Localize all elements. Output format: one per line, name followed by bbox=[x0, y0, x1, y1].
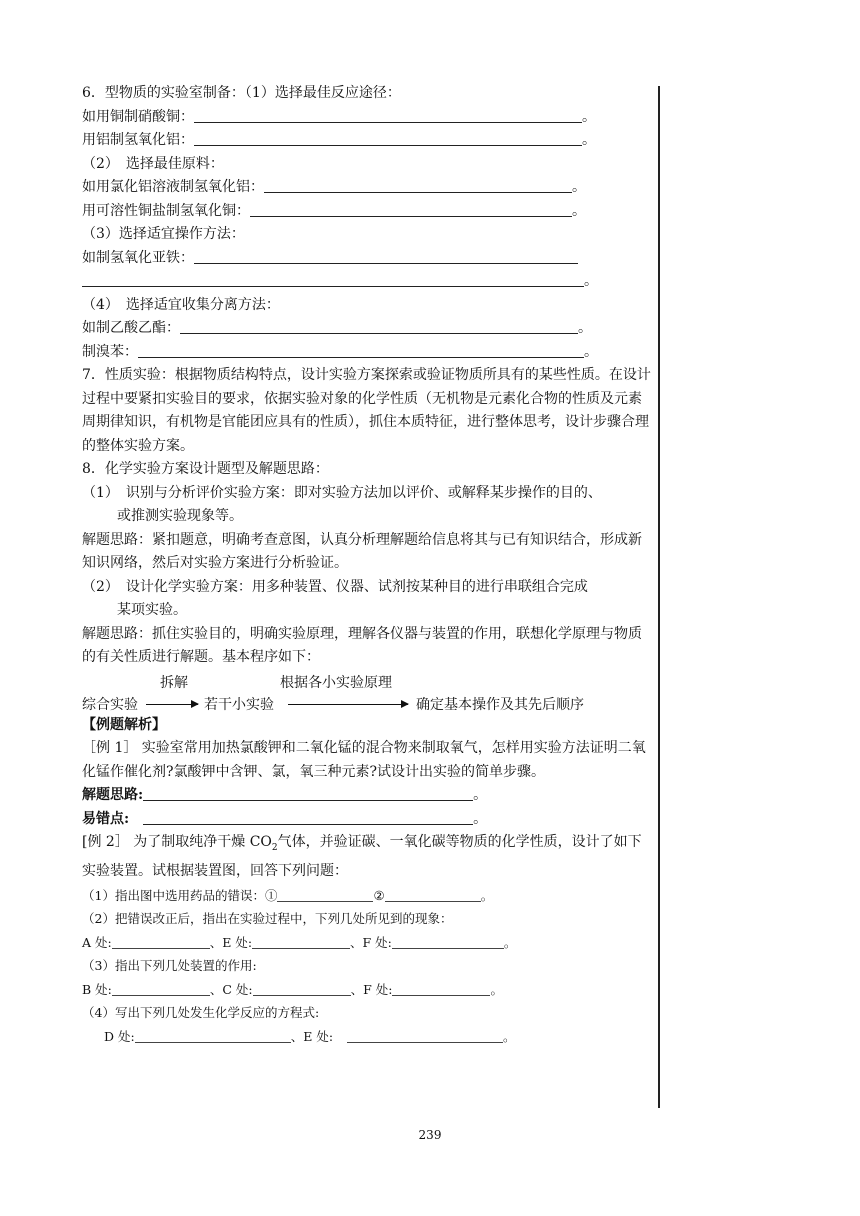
label: 、F 处: bbox=[350, 934, 392, 950]
q4: （4）写出下列几处发生化学反应的方程式: bbox=[82, 1005, 320, 1021]
answer-blank[interactable] bbox=[392, 932, 504, 949]
period: 。 bbox=[473, 810, 488, 827]
s6-subheading-3: （3）选择适宜操作方法： bbox=[82, 226, 245, 242]
label: A 处: bbox=[82, 934, 112, 950]
flow-node-result: 确定基本操作及其先后顺序 bbox=[416, 696, 584, 713]
period: 。 bbox=[584, 273, 598, 289]
label: 、E 处: bbox=[209, 934, 253, 950]
answer-blank[interactable] bbox=[194, 247, 578, 264]
flow-arrow-2 bbox=[288, 704, 408, 705]
period: 。 bbox=[490, 981, 503, 997]
s8-item-1a: （1） 识别与分析评价实验方案：即对实验方法加以评价、或解释某步操作的目的、 bbox=[82, 484, 602, 501]
label: 易错点: bbox=[82, 810, 130, 827]
q1 bbox=[82, 884, 652, 908]
s6-line-7 bbox=[82, 341, 652, 365]
label: 如制乙酸乙酯： bbox=[82, 320, 180, 336]
answer-blank[interactable] bbox=[194, 106, 582, 123]
q2-answers bbox=[82, 931, 652, 955]
flow-label-principle: 根据各小实验原理 bbox=[280, 674, 392, 691]
example-1-thinking bbox=[82, 784, 652, 808]
s6-line-3 bbox=[82, 176, 652, 200]
period: 。 bbox=[473, 787, 488, 803]
s6-subheading-2: （2） 选择最佳原料： bbox=[82, 155, 224, 172]
s6-line-6 bbox=[82, 317, 652, 341]
label: B 处: bbox=[82, 981, 112, 997]
s6-heading: 6．型物质的实验室制备：（1）选择最佳反应途径： bbox=[82, 85, 401, 101]
ex2-text-b: 气体，并验证碳、一氧化碳等物质的化学性质，设计了如下实验装置。试根据装置图，回答下列问题： bbox=[82, 834, 642, 880]
label: 、C 处: bbox=[209, 981, 253, 997]
s8-item-2a: （2） 设计化学实验方案：用多种装置、仪器、试剂按某种目的进行串联组合完成 bbox=[82, 578, 588, 595]
label: 、F 处: bbox=[350, 981, 393, 997]
period: 。 bbox=[578, 320, 592, 336]
label: 如用铜制硝酸铜： bbox=[82, 108, 194, 125]
label: ② bbox=[373, 887, 385, 903]
answer-blank[interactable] bbox=[194, 129, 582, 146]
example-1: ［例 1］ 实验室常用加热氯酸钾和二氧化锰的混合物来制取氧气，怎样用实验方法证明二氧化锰作催化剂?氯酸钾中含钾、氯，氧三种元素?试设计出实验的简单步骤。 bbox=[82, 740, 646, 780]
label: 用可溶性铜盐制氢氧化铜： bbox=[82, 202, 250, 219]
ex2-subscript: 2 bbox=[271, 842, 278, 853]
answer-blank[interactable] bbox=[82, 270, 584, 287]
answer-blank[interactable] bbox=[252, 932, 350, 949]
q4-answers bbox=[82, 1025, 652, 1049]
label: 解题思路: bbox=[82, 787, 144, 803]
example-2 bbox=[82, 831, 652, 884]
s8-heading: 8．化学实验方案设计题型及解题思路： bbox=[82, 461, 329, 477]
answer-blank[interactable] bbox=[253, 979, 351, 996]
q2: （2）把错误改正后，指出在实验过程中，下列几处所见到的现象： bbox=[82, 911, 453, 927]
s6-line-4 bbox=[82, 200, 652, 224]
answer-blank[interactable] bbox=[385, 885, 481, 902]
answer-blank[interactable] bbox=[112, 932, 210, 949]
period: 。 bbox=[572, 179, 586, 195]
period: 。 bbox=[582, 108, 596, 125]
s6-line-5b bbox=[82, 270, 652, 294]
flow-node-sub-experiments: 若干小实验 bbox=[204, 696, 274, 713]
s8-item-1b: 或推测实验现象等。 bbox=[117, 508, 243, 524]
s7-paragraph: 7．性质实验：根据物质结构特点，设计实验方案探索或验证物质所具有的某些性质。在设计过程中要紧扣实验目的要求，依据实验对象的化学性质（无机物是元素化合物的性质及元素周期律知识，有机物是官能团应具有的性质），抓住本质特征，进行整体思考，设计步骤合理的整体实验方案。 bbox=[82, 367, 651, 454]
answer-blank[interactable] bbox=[264, 176, 572, 193]
s6-line-1 bbox=[82, 106, 652, 130]
answer-blank[interactable] bbox=[138, 341, 584, 358]
procedure-flow bbox=[82, 670, 652, 714]
s6-line-5 bbox=[82, 247, 652, 271]
label: 制溴苯： bbox=[82, 343, 138, 360]
answer-blank[interactable] bbox=[180, 317, 578, 334]
flow-arrow-1 bbox=[146, 704, 198, 705]
label: 、E 处: bbox=[290, 1028, 334, 1044]
s6-subheading-4: （4） 选择适宜收集分离方法： bbox=[82, 296, 280, 313]
answer-blank[interactable] bbox=[112, 979, 210, 996]
label: 用铝制氢氧化铝： bbox=[82, 132, 194, 148]
flow-label-split: 拆解 bbox=[160, 674, 188, 691]
period: 。 bbox=[503, 1028, 516, 1044]
s8-item-2b: 某项实验。 bbox=[117, 602, 187, 618]
label: 如制氢氧化亚铁： bbox=[82, 249, 194, 266]
answer-blank[interactable] bbox=[250, 200, 572, 217]
flow-node-comprehensive: 综合实验 bbox=[82, 696, 138, 713]
margin-rule bbox=[658, 86, 660, 1108]
s8-thinking-2: 解题思路：抓住实验目的，明确实验原理，理解各仪器与装置的作用，联想化学原理与物质的有关性质进行解题。基本程序如下： bbox=[82, 625, 642, 665]
answer-blank[interactable] bbox=[392, 979, 490, 996]
period: 。 bbox=[582, 132, 596, 148]
q3-answers bbox=[82, 978, 652, 1002]
s6-line-2 bbox=[82, 129, 652, 153]
answer-blank[interactable] bbox=[277, 885, 373, 902]
period: 。 bbox=[503, 934, 517, 950]
ex2-text-a: [例 2］ 为了制取纯净干燥 CO bbox=[82, 834, 272, 850]
period: 。 bbox=[572, 202, 586, 219]
q3: （3）指出下列几处装置的作用: bbox=[82, 958, 257, 974]
label: 如用氯化铝溶液制氢氧化铝： bbox=[82, 179, 264, 195]
s8-thinking-1: 解题思路：紧扣题意，明确考查意图，认真分析理解题给信息将其与已有知识结合，形成新知识网络，然后对实验方案进行分析验证。 bbox=[82, 531, 642, 571]
examples-heading: 【例题解析】 bbox=[82, 716, 166, 733]
answer-blank[interactable] bbox=[135, 1026, 291, 1043]
label: （1）指出图中选用药品的错误：① bbox=[82, 887, 278, 903]
period: 。 bbox=[480, 887, 494, 903]
page-number: 239 bbox=[418, 1128, 442, 1142]
worksheet-body bbox=[82, 82, 652, 1048]
answer-blank[interactable] bbox=[143, 784, 473, 801]
label: D 处: bbox=[104, 1028, 135, 1044]
answer-blank[interactable] bbox=[347, 1026, 503, 1043]
answer-blank[interactable] bbox=[143, 808, 473, 825]
period: 。 bbox=[584, 343, 598, 360]
example-1-pitfall bbox=[82, 808, 652, 832]
